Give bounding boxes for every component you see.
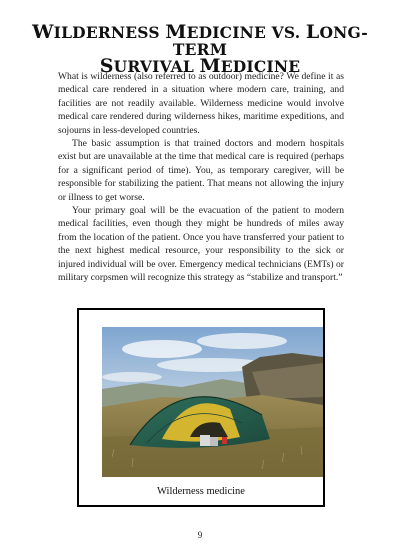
title-line-2: SURVIVAL MEDICINE bbox=[99, 55, 301, 77]
figure-caption: Wilderness medicine bbox=[157, 486, 245, 497]
paragraph-1: What is wilderness (also referred to as outdoor) medicine? We define it as medical care rendered in a situation where modern care, training, and facilities are not readily available. Wilderness medicine would involve medical care rendered during wilderness hikes, maritime expeditions, and sojourns in less-developed countries. bbox=[58, 71, 344, 136]
tent-photo bbox=[102, 327, 323, 477]
paragraph-2: The basic assumption is that trained doctors and modern hospitals exist but are unavailable at the time that medical care is required (perhaps for a significant period of time). You, as temporary caregiver, will be responsible for stabilizing the patient. That means not allowing the injury or illness to get worse. bbox=[58, 138, 344, 203]
figure bbox=[77, 308, 325, 507]
paragraph-3: Your primary goal will be the evacuation of the patient to modern medical facilities, even though they might be hundreds of miles away from the location of the patient. Once you have transferred your patient to the next highest medical resource, your responsibility to the sick or injured individual will be over. Emergency medical technicians (EMTs) or military corpsmen will recognize this strategy as “stabilize and transport.” bbox=[58, 205, 344, 284]
page-title bbox=[30, 21, 370, 77]
title-line-1: WILDERNESS MEDICINE VS. LONG-TERM bbox=[32, 21, 368, 59]
page-number: 9 bbox=[197, 530, 203, 540]
body-text bbox=[58, 70, 344, 285]
